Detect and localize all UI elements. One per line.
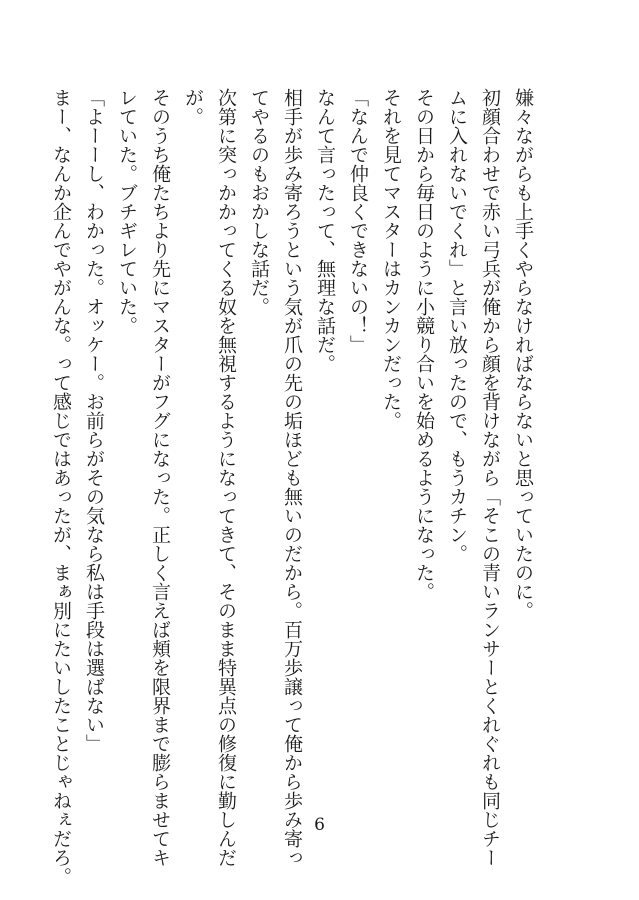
text-line: それを見てマスターはカンカンだった。 <box>380 88 402 430</box>
text-line: ムに入れないでくれ」と言い放ったので、もうカチン。 <box>446 88 468 563</box>
text-line: その日から毎日のように小競り合いを始めるようになった。 <box>413 88 435 601</box>
text-line: なんて言ったって、無理な話だ。 <box>314 88 336 373</box>
text-line: レていた。ブチギレていた。 <box>116 88 138 335</box>
text-line: 「よーーし、わかった。オッケー。お前らがその気なら私は手段は選ばない」 <box>83 88 105 753</box>
text-line: 初顔合わせで赤い弓兵が俺から顔を背けながら「そこの青いランサーとくれぐれも同じチー <box>479 88 501 867</box>
text-line: 嫌々ながらも上手くやらなければならないと思っていたのに。 <box>512 88 534 620</box>
text-line: 相手が歩み寄ろうという気が爪の先の垢ほども無いのだから。百万歩譲って俺から歩み寄っ <box>281 88 303 867</box>
body-text <box>44 88 539 886</box>
text-line: そのうち俺たちより先にマスターがフグになった。正しく言えば頬を限界まで膨らませてキ <box>149 88 171 867</box>
text-line: 次第に突っかかってくる奴を無視するようになってきて、そのまま特異点の修復に勤しんだ <box>215 88 237 867</box>
page-number: 6 <box>314 815 325 835</box>
text-line: が。 <box>182 88 204 126</box>
text-line: まー、なんか企んでやがんな。って感じではあったが、まぁ別にたいしたことじゃねぇだろ。 <box>50 88 72 886</box>
text-line: てやるのもおかしな話だ。 <box>248 88 270 316</box>
text-line: 「なんで仲良くできないの！」 <box>347 88 369 354</box>
